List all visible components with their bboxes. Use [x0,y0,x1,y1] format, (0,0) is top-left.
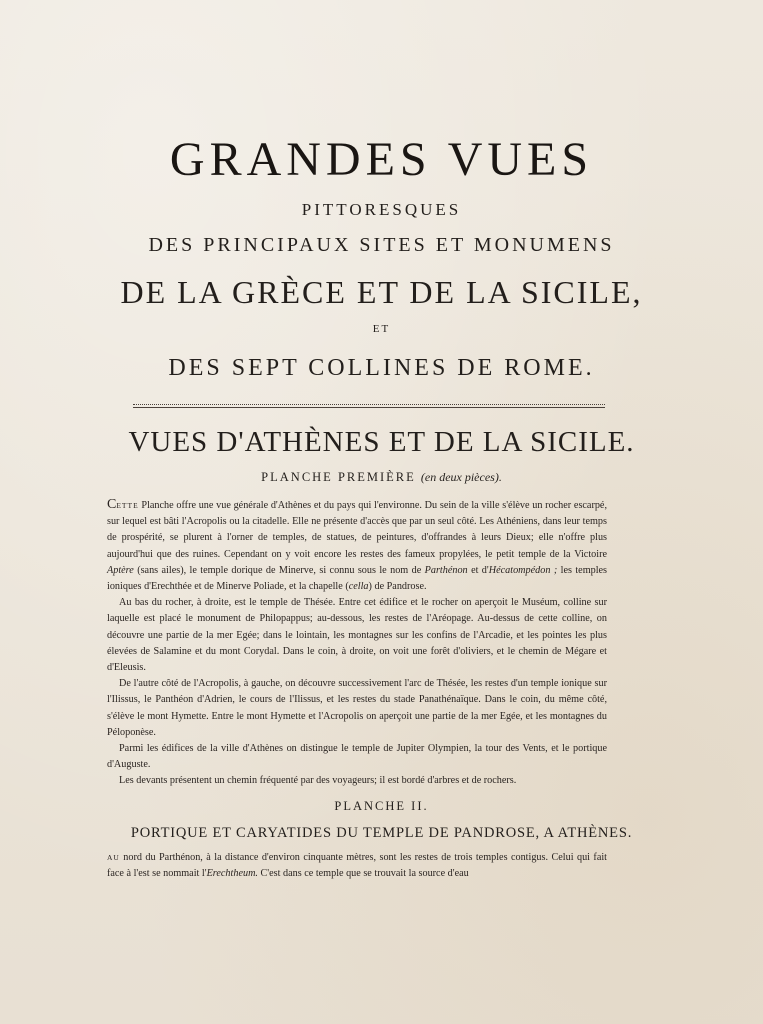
plate1-paragraph-3: De l'autre côté de l'Acropolis, à gauche, on découvre successivement l'arc de Thésée, les restes d'un temple ionique sur l'Ilissus, le Panthéon d'Adrien, le cours de l'Ilissus, et les restes du stade Panathénaïque. Dans le coin, du même côté, s'élève le mont Hymette. Entre le mont Hymette et l'Acropolis on aperçoit une partie de la mer Egée, et les montagnes du Péloponèse. [107,678,607,738]
plate2-paragraph-1 [107,850,607,882]
plate1-label-text: PLANCHE PREMIÈRE [261,470,416,484]
title-line-grandes-vues: GRANDES VUES [169,133,594,186]
plate1-paragraph-1 [107,497,607,595]
plate1-label [0,468,763,486]
italic-cella: cella [348,581,369,593]
plate1-paragraph-5: Les devants présentent un chemin fréquenté par des voyageurs; il est bordé d'arbres et de rochers. [119,775,517,787]
plate1-p1-text-d: les temples ioniques d'Erechthée et de Minerve Poliade, et la chapelle ( [107,564,608,593]
title-line-et: ET [372,323,391,335]
italic-parthenon: Parthénon [424,564,468,576]
plate1-p1-text-b: (sans ailes), le temple dorique de Minerve, si connu sous le nom de [137,564,422,576]
plate1-p1-text-a: Planche offre une vue générale d'Athènes et du pays qui l'environne. Du sein de la ville s'élève un rocher escarpé, sur lequel est bâti l'Acropolis ou la citadelle. Elle ne présente d'accès que par un seul côté. Les Athéniens, dans leur temps de prospérité, se plurent à l'orner de temples, de statues, de peintures, d'offrandes à leurs Dieux; elle n'offre plus aujourd'hui que des ruines. Cependant on y voit encore les restes des fameux propylées, le petit temple de la Victoire [107,500,608,560]
decorative-rule [133,404,605,408]
section-heading: VUES D'ATHÈNES ET DE LA SICILE. [128,426,635,458]
plate2-title: PORTIQUE ET CARYATIDES DU TEMPLE DE PANDROSE, A ATHÈNES. [130,825,633,841]
italic-erechtheum: Erechtheum. [206,868,258,880]
plate1-body [107,497,607,790]
plate2-p1-text-b: C'est dans ce temple que se trouvait la source d'eau [260,868,469,880]
title-line-grece-sicile: DE LA GRÈCE ET DE LA SICILE, [120,274,643,310]
italic-hecatompedon: Hécatompédon ; [488,564,558,576]
plate2-body [107,850,607,882]
smallcaps-word-au: AU [107,853,120,862]
plate1-p1-text-e: ) de Pandrose. [368,581,427,593]
smallcaps-word: ETTE [116,501,139,510]
dropcap: C [107,497,117,512]
plate2-p1-text-a: nord du Parthénon, à la distance d'environ cinquante mètres, sont les restes de trois temples contigus. Celui qui fait face à l'est se nommait l' [107,852,607,880]
title-line-principaux-sites: DES PRINCIPAUX SITES ET MONUMENS [148,234,615,256]
italic-aptere: Aptère [107,564,134,576]
title-line-pittoresques: PITTORESQUES [301,200,462,219]
plate1-paragraph-4: Parmi les édifices de la ville d'Athènes on distingue le temple de Jupiter Olympien, la tour des Vents, et le portique d'Auguste. [107,743,607,771]
plate1-label-note: (en deux pièces). [420,470,502,484]
title-line-sept-collines: DES SEPT COLLINES DE ROME. [168,355,595,381]
plate1-p1-text-c: et d' [471,564,489,576]
plate1-paragraph-2: Au bas du rocher, à droite, est le temple de Thésée. Entre cet édifice et le rocher on aperçoit le Muséum, colline sur laquelle est placé le monument de Philopappus; au-dessous, les restes de l'Aréopage. Au-dessus de cette colline, on découvre une partie de la mer Egée; dans le lointain, les montagnes sur les confins de l'Arcadie, et les pointes les plus élevées de Salamine et du mont Corydal. Dans le coin, à droite, on voit une forêt d'oliviers, et le chemin de Mégare et d'Eleusis. [107,597,607,674]
plate2-label: PLANCHE II. [334,799,429,813]
